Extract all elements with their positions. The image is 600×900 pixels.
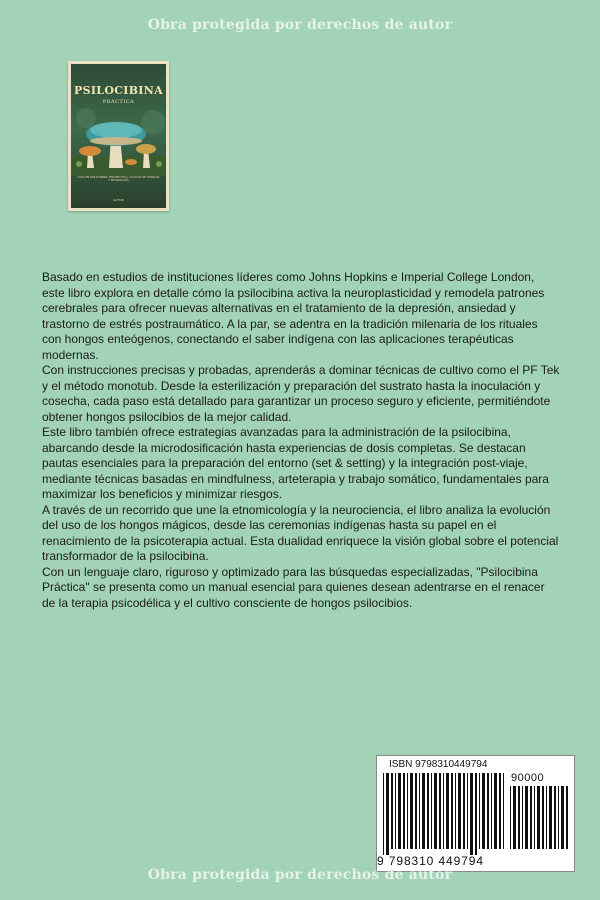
barcode-bar — [395, 773, 396, 849]
barcode-bar — [530, 786, 532, 849]
barcode-bar — [558, 786, 559, 849]
barcode-bar — [431, 773, 432, 849]
barcode-bar — [443, 773, 444, 849]
barcode-bar — [525, 786, 528, 849]
cover-author: AUTOR — [113, 198, 124, 202]
barcode-bar — [422, 773, 425, 849]
barcode-bar — [458, 773, 461, 849]
barcode-bar — [446, 773, 449, 849]
barcode-bar — [491, 773, 492, 849]
barcode-bar — [391, 773, 393, 849]
barcode-bar — [549, 786, 552, 849]
barcode-bar — [537, 786, 540, 849]
barcode-bar — [522, 786, 523, 849]
barcode-bar — [561, 786, 564, 849]
price-code: 90000 — [511, 772, 545, 784]
barcode-bar — [479, 773, 480, 849]
cover-tagline: GUÍA EN PSILOCIBINA TERAPÉUTICA, CULTIVO DE HONGOS Y MICRODOSIS — [77, 175, 160, 183]
description-paragraph-4: A través de un recorrido que une la etnomicología y la neurociencia, el libro analiza la evolución del uso de los hongos mágicos, desde las ceremonias indígenas hasta su papel en el renacimiento de la psicoterapia actual. Esta dualidad enriquece la visión global sobre el potencial transformador de la psilocibina. — [42, 502, 559, 563]
barcode-bar — [415, 773, 417, 849]
barcode-bar — [494, 773, 497, 849]
barcode-bar — [451, 773, 453, 849]
barcode-addon-bars — [510, 786, 568, 855]
barcode-bar — [487, 773, 489, 849]
copyright-watermark-bottom: Obra protegida por derechos de autor — [147, 867, 453, 883]
cover-title: PSILOCIBINA — [74, 84, 163, 97]
description-paragraph-3: Este libro también ofrece estrategias avanzadas para la administración de la psilocibina, abarcando desde la microdosificación hasta experiencias de dosis completas. Se destacan pautas esenciales para la preparación del entorno (set & setting) y la integración post-viaje, mediante técnicas basadas en mindfulness, arteterapia y trabajo somático, fundamentales para maximizar los beneficios y minimizar riesgos. — [42, 425, 549, 501]
isbn-digits: 9 798310 449794 — [377, 854, 484, 868]
barcode-bar — [467, 773, 468, 849]
barcode-bar — [386, 773, 389, 855]
barcode-bar — [419, 773, 420, 849]
barcode-bar — [482, 773, 485, 849]
barcode-bar — [542, 786, 544, 849]
description-paragraph-5: Con un lenguaje claro, riguroso y optimizado para las búsquedas especializadas, "Psilocibina Práctica" se presenta como un manual esencial para quienes desean adentrarse en el renacer de la terapia psicodélica y el cultivo consciente de hongos psilocibios. — [42, 564, 545, 610]
mushroom-illustration — [71, 106, 166, 176]
barcode-bar — [398, 773, 401, 849]
barcode-bar — [513, 786, 516, 849]
barcode-bar — [403, 773, 405, 849]
barcode-bar — [455, 773, 456, 849]
barcode-main-bars — [383, 773, 505, 855]
book-cover-thumbnail[interactable] — [68, 61, 169, 211]
barcode-bar — [475, 773, 477, 855]
cover-subtitle: PRÁCTICA — [102, 99, 135, 105]
copyright-watermark-top: Obra protegida por derechos de autor — [147, 17, 453, 33]
isbn-barcode — [376, 755, 575, 872]
barcode-bar — [470, 773, 473, 855]
barcode-bar — [434, 773, 437, 849]
barcode-bar — [383, 773, 384, 855]
barcode-bar — [546, 786, 547, 849]
barcode-bar — [427, 773, 429, 849]
description-paragraph-1: Basado en estudios de instituciones líderes como Johns Hopkins e Imperial College London, este libro explora en detalle cómo la psilocibina activa la neuroplasticidad y remodela patrones cerebrales para ofrecer nuevas alternativas en el tratamiento de la depresión, ansiedad y trastorno de estrés postraumático. A la par, se adentra en la tradición milenaria de los rituales con hongos enteógenos, conectando el saber indígena con las aplicaciones terapéuticas modernas. — [42, 270, 545, 362]
barcode-bar — [510, 786, 511, 849]
barcode-bar — [410, 773, 413, 849]
barcode-bar — [499, 773, 501, 849]
barcode-bar — [503, 773, 504, 849]
isbn-label: ISBN 9798310449794 — [389, 759, 488, 770]
barcode-bar — [534, 786, 535, 849]
barcode-bar — [518, 786, 520, 849]
barcode-bar — [463, 773, 465, 849]
barcode-bar — [566, 786, 568, 849]
barcode-bar — [407, 773, 408, 849]
barcode-bar — [439, 773, 441, 849]
description-paragraph-2: Con instrucciones precisas y probadas, aprenderás a dominar técnicas de cultivo como el PF Tek y el método monotub. Desde la esterilización y preparación del sustrato hasta la inoculación y cosecha, cada paso está detallado para garantizar un proceso seguro y eficiente, permitiéndote obtener hongos psilocibios de la mejor calidad. — [42, 363, 560, 424]
book-description — [42, 270, 560, 611]
book-cover-art — [71, 64, 166, 208]
barcode-bar — [554, 786, 556, 849]
